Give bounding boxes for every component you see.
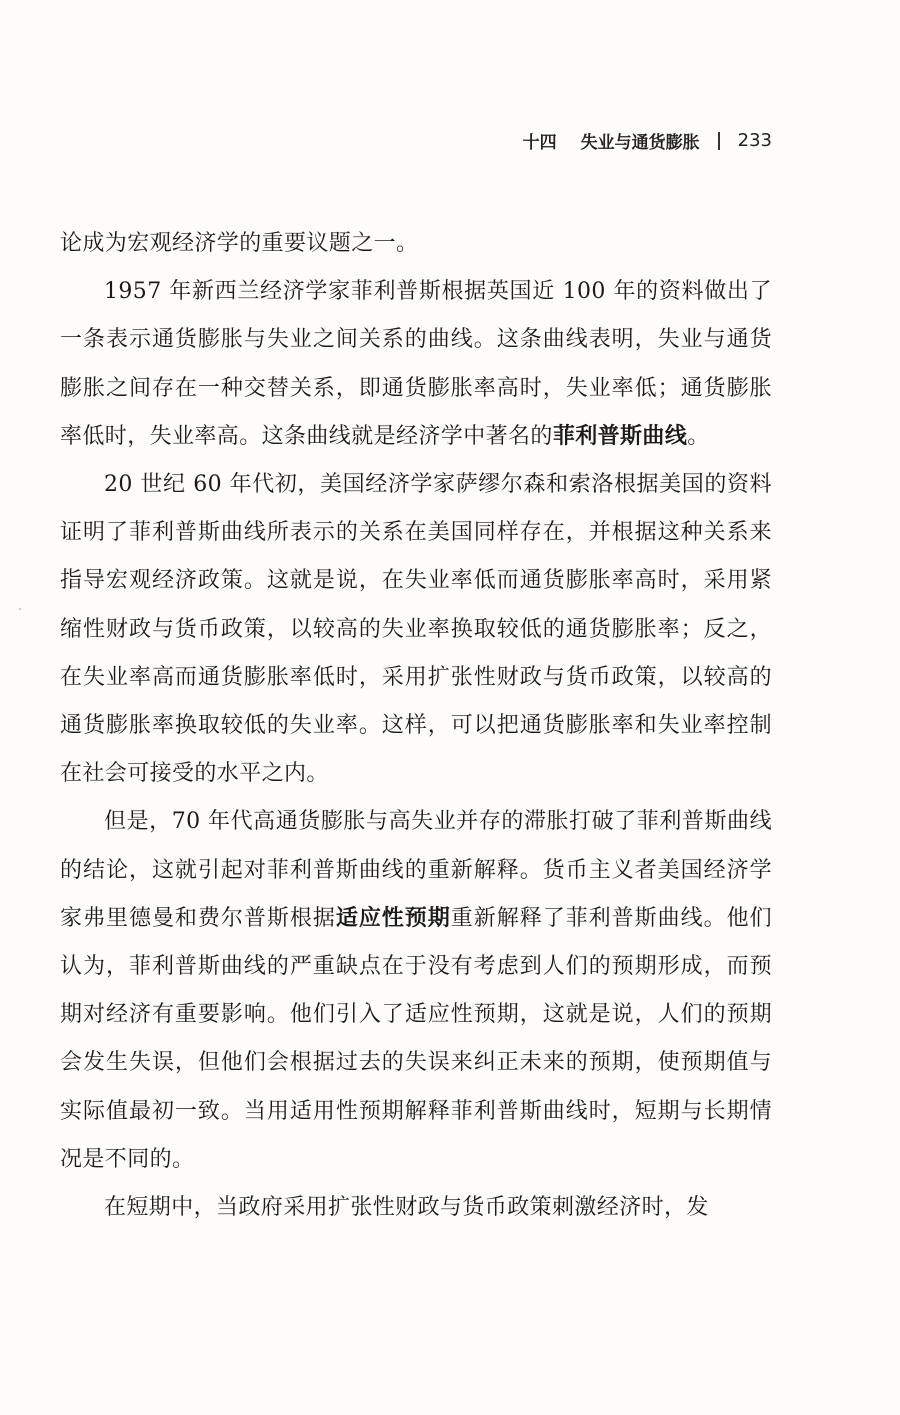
chapter-number: 十四: [522, 133, 557, 153]
chapter-title: 失业与通货膨胀: [580, 133, 700, 153]
paragraph-adaptive-expectations: [60, 798, 772, 1184]
margin-speck: [19, 608, 21, 610]
body-text: [60, 220, 772, 1232]
key-term-phillips-curve: 菲利普斯曲线: [552, 423, 688, 449]
key-term-adaptive-expectations: 适应性预期: [335, 905, 451, 931]
paragraph-text: 。: [687, 423, 710, 449]
paragraph-text: 但是，70 年代高通货膨胀与高失业并存的滞胀打破了菲利普斯曲线的结论，这就引起对菲利普斯曲线的重新解释。货币主义者美国经济学家弗里德曼和费尔普斯根据: [60, 809, 772, 931]
paragraph-continuation: 论成为宏观经济学的重要议题之一。: [60, 231, 419, 256]
paragraph-text: 1957 年新西兰经济学家菲利普斯根据英国近 100 年的资料做出了一条表示通货膨胀与失业之间关系的曲线。这条曲线表明，失业与通货膨胀之间存在一种交替关系，即通货膨胀率高时，失业率低；通货膨胀率低时，失业率高。这条曲线就是经济学中著名的: [60, 279, 772, 449]
header-separator: [718, 132, 720, 150]
paragraph-short-run: 在短期中，当政府采用扩张性财政与货币政策刺激经济时，发: [104, 1195, 709, 1221]
running-header: [523, 128, 772, 153]
paragraph-text: 重新解释了菲利普斯曲线。他们认为，菲利普斯曲线的严重缺点在于没有考虑到人们的预期形成，而预期对经济有重要影响。他们引入了适应性预期，这就是说，人们的预期会发生失误，但他们会根据过去的失误来纠正未来的预期，使预期值与实际值最初一致。当用适用性预期解释菲利普斯曲线时，短期与长期情况是不同的。: [60, 905, 772, 1172]
page-number: 233: [737, 130, 772, 151]
paragraph-phillips-curve: [60, 268, 772, 461]
paragraph-samuelson-solow: 20 世纪 60 年代初，美国经济学家萨缪尔森和索洛根据美国的资料证明了菲利普斯曲线所表示的关系在美国同样存在，并根据这种关系来指导宏观经济政策。这就是说，在失业率低而通货膨胀率高时，采用紧缩性财政与货币政策，以较高的失业率换取较低的通货膨胀率；反之，在失业率高而通货膨胀率低时，采用扩张性财政与货币政策，以较高的通货膨胀率换取较低的失业率。这样，可以把通货膨胀率和失业率控制在社会可接受的水平之内。: [60, 472, 772, 787]
